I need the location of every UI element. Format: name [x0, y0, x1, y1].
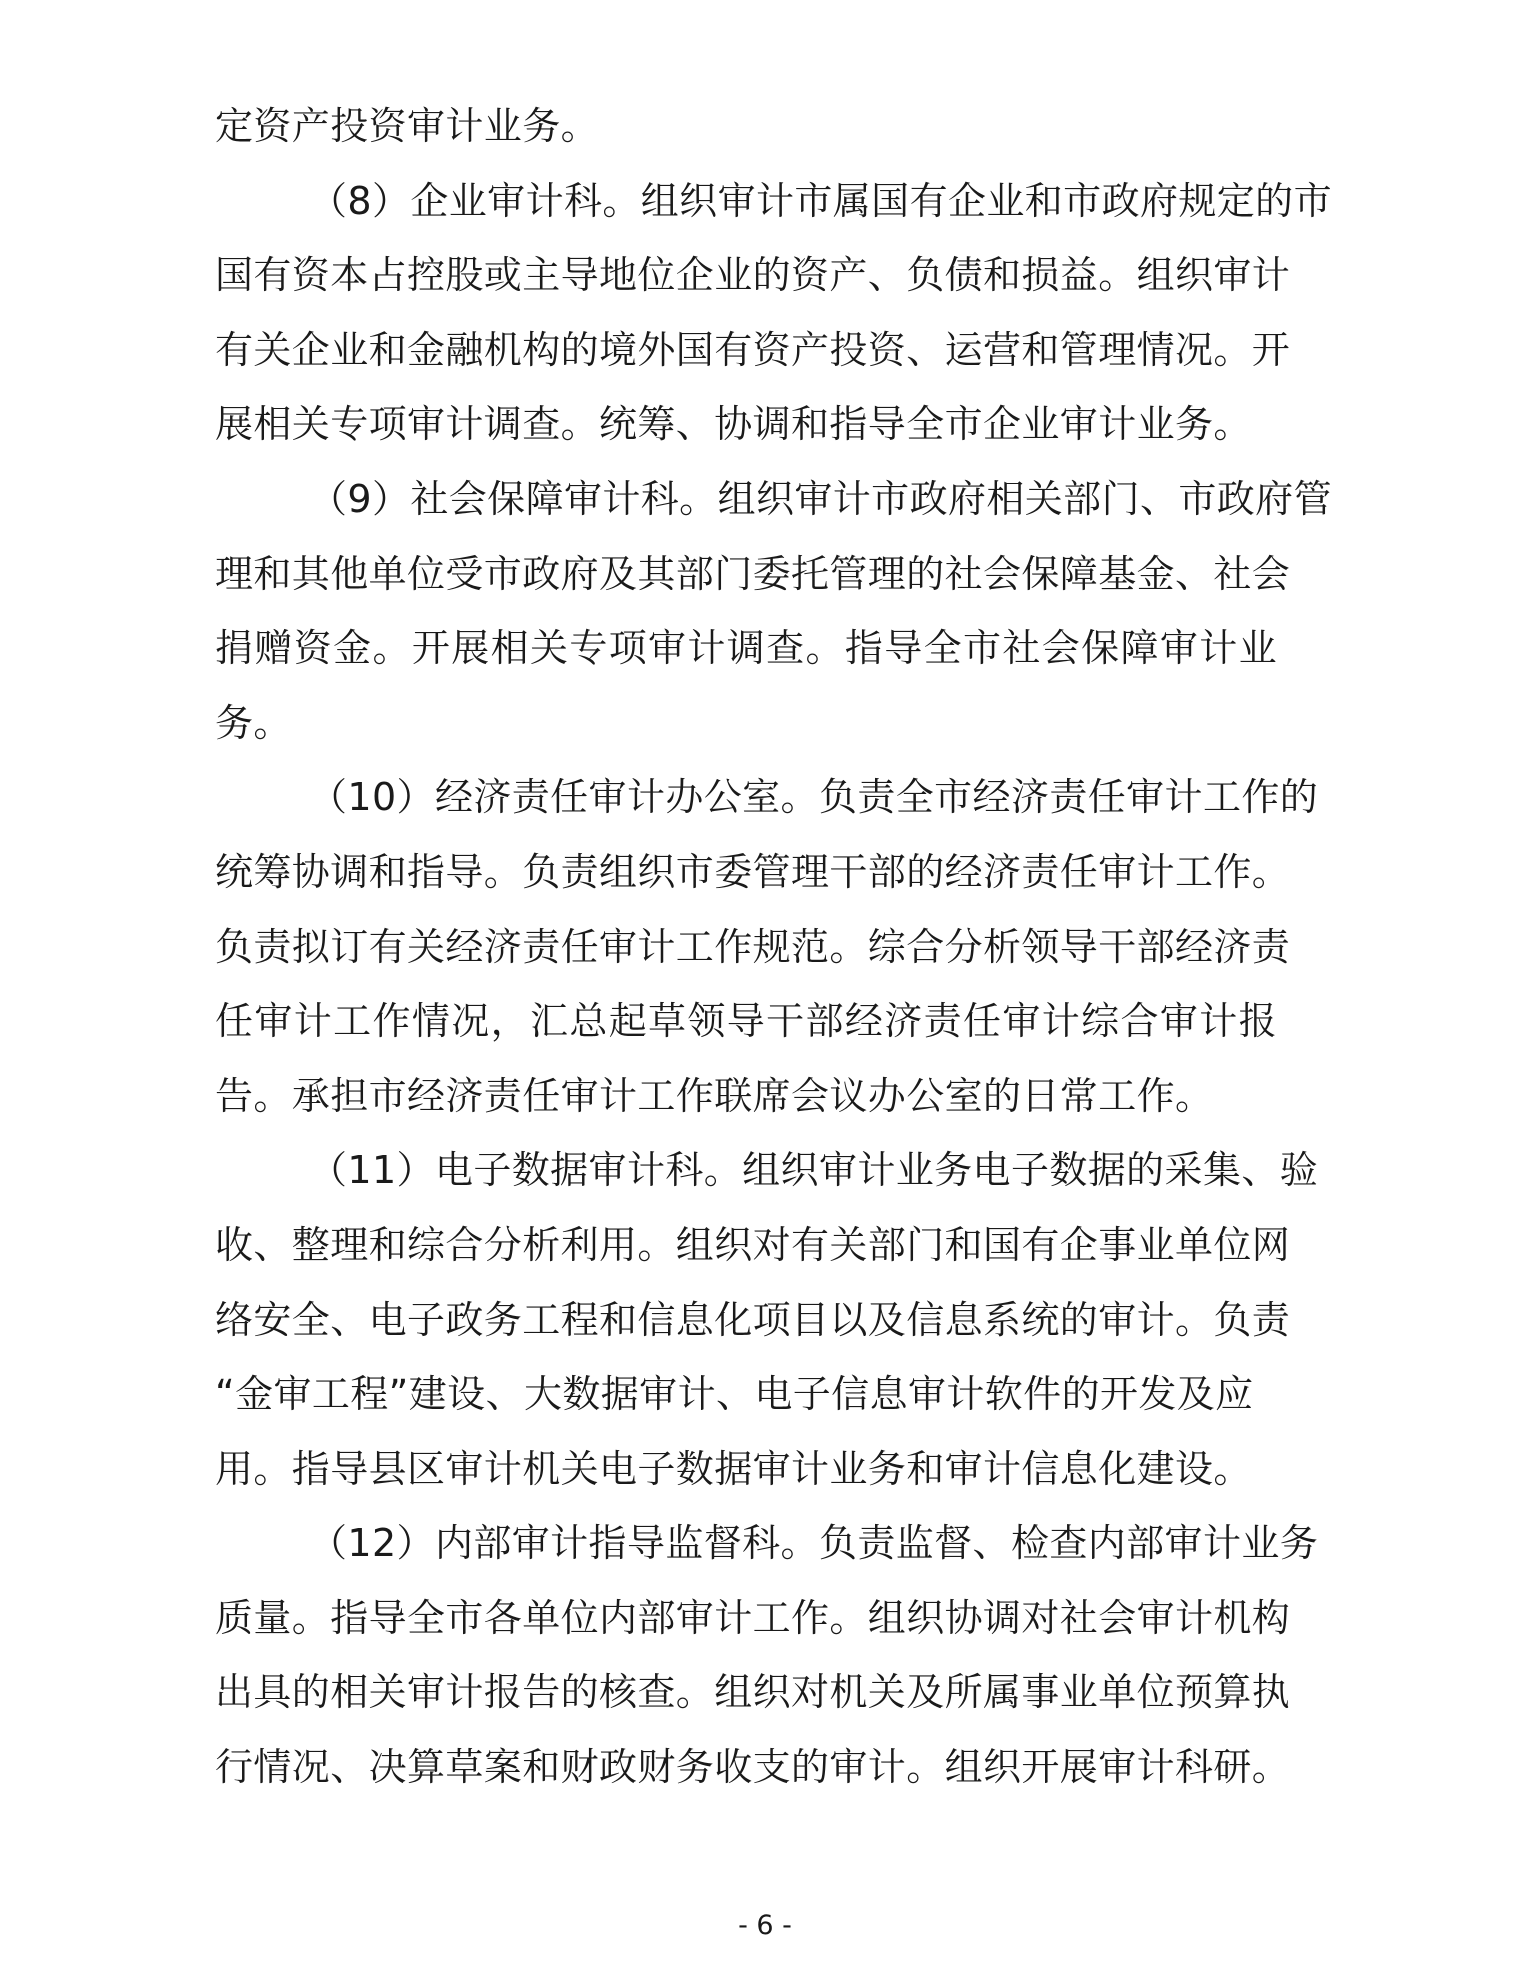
text-line: 收、整理和综合分析利用。组织对有关部门和国有企事业单位网 — [215, 1222, 1291, 1267]
text-line: 理和其他单位受市政府及其部门委托管理的社会保障基金、社会 — [215, 551, 1291, 596]
text-line: （8）企业审计科。组织审计市属国有企业和市政府规定的市 — [309, 178, 1332, 223]
text-line: 用。指导县区审计机关电子数据审计业务和审计信息化建设。 — [215, 1446, 1252, 1491]
text-line: 有关企业和金融机构的境外国有资产投资、运营和管理情况。开 — [215, 327, 1291, 372]
text-line: 负责拟订有关经济责任审计工作规范。综合分析领导干部经济责 — [215, 924, 1291, 969]
text-line: 展相关专项审计调查。统筹、协调和指导全市企业审计业务。 — [215, 402, 1252, 447]
text-line: 络安全、电子政务工程和信息化项目以及信息系统的审计。负责 — [215, 1297, 1291, 1342]
text-line: 捐赠资金。开展相关专项审计调查。指导全市社会保障审计业 — [215, 626, 1277, 671]
text-line: 出具的相关审计报告的核查。组织对机关及所属事业单位预算执 — [215, 1670, 1291, 1715]
text-line: 国有资本占控股或主导地位企业的资产、负债和损益。组织审计 — [215, 253, 1291, 298]
page-number: - 6 - — [738, 1910, 792, 1941]
text-line: “金审工程”建设、大数据审计、电子信息审计软件的开发及应 — [215, 1372, 1254, 1417]
text-line: 务。 — [215, 700, 292, 745]
text-line: 质量。指导全市各单位内部审计工作。组织协调对社会审计机构 — [215, 1595, 1291, 1640]
text-line: （9）社会保障审计科。组织审计市政府相关部门、市政府管 — [309, 476, 1332, 521]
text-line: （10）经济责任审计办公室。负责全市经济责任审计工作的 — [309, 775, 1319, 820]
text-line: （11）电子数据审计科。组织审计业务电子数据的采集、验 — [309, 1148, 1319, 1193]
text-line: 行情况、决算草案和财政财务收支的审计。组织开展审计科研。 — [215, 1745, 1291, 1790]
text-line: 任审计工作情况，汇总起草领导干部经济责任审计综合审计报 — [215, 999, 1277, 1044]
text-line: 统筹协调和指导。负责组织市委管理干部的经济责任审计工作。 — [215, 849, 1291, 894]
text-line: （12）内部审计指导监督科。负责监督、检查内部审计业务 — [309, 1521, 1319, 1566]
body-text — [215, 89, 1332, 1805]
text-line: 定资产投资审计业务。 — [215, 104, 600, 148]
text-line: 告。承担市经济责任审计工作联席会议办公室的日常工作。 — [215, 1073, 1214, 1118]
